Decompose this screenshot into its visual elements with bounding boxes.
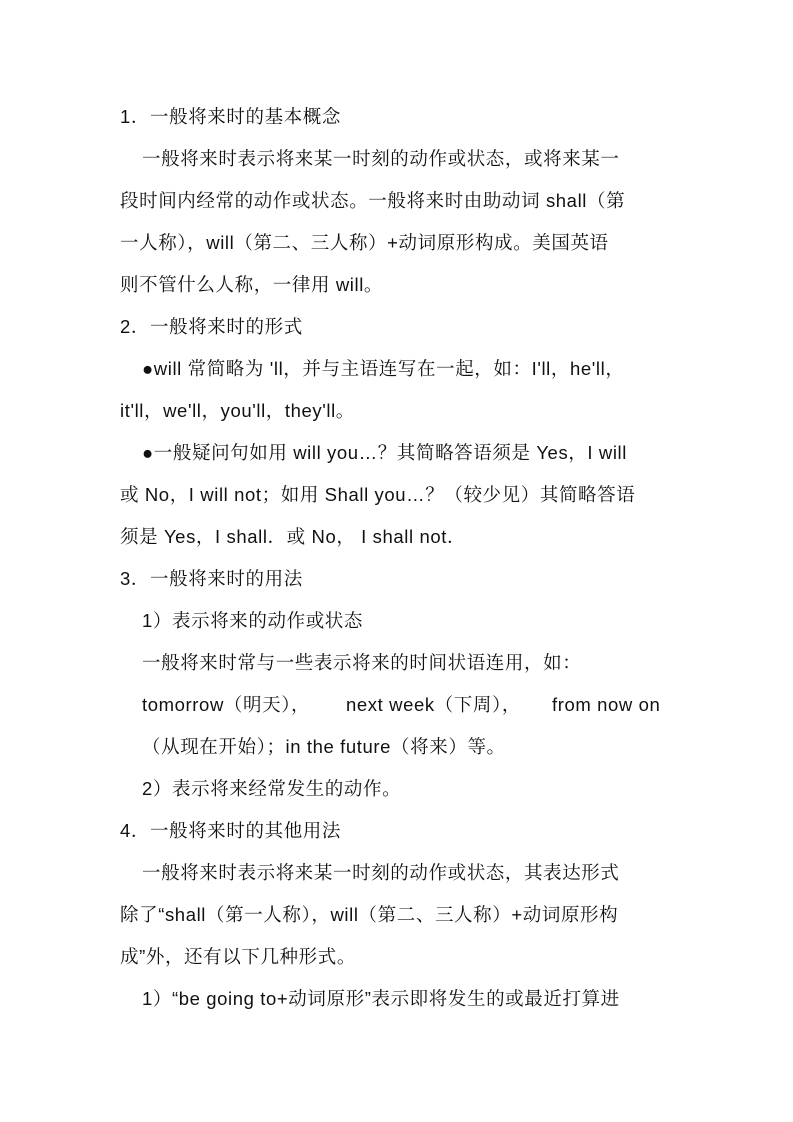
section-heading-1 bbox=[0, 102, 793, 132]
section-heading-3 bbox=[0, 564, 793, 594]
example-line bbox=[0, 690, 793, 720]
subheading-text: 1）表示将来的动作或状态 bbox=[142, 610, 363, 631]
subheading-line bbox=[0, 774, 793, 804]
heading-text: 3．一般将来时的用法 bbox=[120, 568, 303, 589]
example-from-now-on: from now on bbox=[552, 694, 661, 715]
subheading-text: 1）“be going to+动词原形”表示即将发生的或最近打算进 bbox=[142, 988, 620, 1009]
paragraph-line bbox=[0, 648, 793, 678]
bullet-line bbox=[0, 396, 793, 426]
paragraph-text: 一般将来时表示将来某一时刻的动作或状态，其表达形式 bbox=[142, 862, 620, 883]
heading-text: 1．一般将来时的基本概念 bbox=[120, 106, 341, 127]
example-line bbox=[0, 732, 793, 762]
paragraph-text: 一般将来时表示将来某一时刻的动作或状态，或将来某一 bbox=[142, 148, 620, 169]
section-heading-2 bbox=[0, 312, 793, 342]
bullet-text: ●一般疑问句如用 will you…？其简略答语须是 Yes，I will bbox=[142, 442, 627, 463]
paragraph-line bbox=[0, 144, 793, 174]
bullet-text: ●will 常简略为 'll，并与主语连写在一起，如：I'll，he'll， bbox=[142, 358, 625, 379]
paragraph-line bbox=[0, 858, 793, 888]
bullet-line bbox=[0, 438, 793, 468]
paragraph-line bbox=[0, 186, 793, 216]
paragraph-line bbox=[0, 900, 793, 930]
heading-text: 4．一般将来时的其他用法 bbox=[120, 820, 341, 841]
paragraph-line bbox=[0, 228, 793, 258]
bullet-text: 或 No，I will not；如用 Shall you…？（较少见）其简略答语 bbox=[120, 484, 636, 505]
bullet-line bbox=[0, 522, 793, 552]
section-heading-4 bbox=[0, 816, 793, 846]
subheading-line bbox=[0, 984, 793, 1014]
example-next-week: next week（下周）， bbox=[346, 694, 521, 715]
paragraph-line bbox=[0, 270, 793, 300]
example-tomorrow: tomorrow（明天）， bbox=[142, 694, 311, 715]
subheading-text: 2）表示将来经常发生的动作。 bbox=[142, 778, 402, 799]
subheading-line bbox=[0, 606, 793, 636]
bullet-line bbox=[0, 480, 793, 510]
paragraph-text: 除了“shall（第一人称），will（第二、三人称）+动词原形构 bbox=[120, 904, 619, 925]
paragraph-text: 成”外，还有以下几种形式。 bbox=[120, 946, 356, 967]
example-text: （从现在开始）；in the future（将来）等。 bbox=[142, 736, 506, 757]
heading-text: 2．一般将来时的形式 bbox=[120, 316, 303, 337]
paragraph-text: 一般将来时常与一些表示将来的时间状语连用，如： bbox=[142, 652, 582, 673]
bullet-line bbox=[0, 354, 793, 384]
paragraph-text: 段时间内经常的动作或状态。一般将来时由助动词 shall（第 bbox=[120, 190, 626, 211]
bullet-text: it'll，we'll，you'll，they'll。 bbox=[120, 400, 355, 421]
paragraph-line bbox=[0, 942, 793, 972]
bullet-text: 须是 Yes，I shall．或 No， I shall not． bbox=[120, 526, 467, 547]
paragraph-text: 一人称），will（第二、三人称）+动词原形构成。美国英语 bbox=[120, 232, 609, 253]
paragraph-text: 则不管什么人称，一律用 will。 bbox=[120, 274, 384, 295]
